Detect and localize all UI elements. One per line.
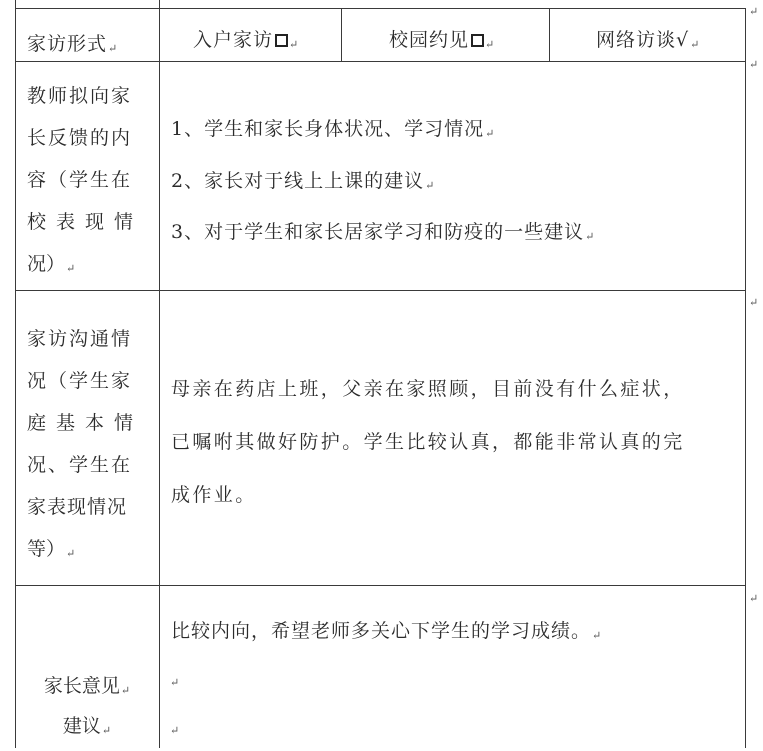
row-divider-3 [15,585,746,586]
checkbox-unchecked-campus [471,34,484,47]
check-mark-icon: √ [676,29,690,51]
feedback-item-1: 1、学生和家长身体状况、学习情况↵ [171,118,495,140]
parent-opinion-text: 比较内向，希望老师多关心下学生的学习成绩。↵ [171,620,602,642]
row-end-mark: ↵ [749,58,759,71]
table-border-right [745,8,746,748]
communication-label-line: 等）↵ [27,538,76,560]
visit-option-online: 网络访谈√↵ [596,29,700,51]
feedback-label-line: 容（学生在 [27,169,133,191]
communication-label-line: 家表现情况 [27,496,128,518]
option-divider-2 [549,8,550,61]
communication-label-line: 况（学生家 [27,370,133,392]
table-border-left [15,0,16,748]
feedback-label-line: 校表现情 [27,211,144,233]
parent-opinion-label [22,666,152,746]
communication-text-line-1: 母亲在药店上班，父亲在家照顾，目前没有什么症状， [171,378,685,400]
empty-paragraph-mark: ↵ [170,724,180,737]
row-end-mark: ↵ [749,296,759,309]
visit-option-campus: 校园约见 ↵ [389,29,495,51]
communication-text-line-2: 已嘱咐其做好防护。学生比较认真，都能非常认真的完 [171,431,685,453]
communication-label-line: 庭基本情 [27,412,144,434]
table-border-top [15,8,746,9]
feedback-label-line: 长反馈的内 [27,127,133,149]
checkbox-unchecked-home [275,34,288,47]
label-column-divider [159,0,160,748]
empty-paragraph-mark: ↵ [170,676,180,689]
option-divider-1 [341,8,342,61]
visit-form-label: 家访形式↵ [27,33,118,55]
row-divider-1 [15,61,746,62]
communication-label [27,318,150,570]
communication-label-line: 况、学生在 [27,454,133,476]
visit-option-home: 入户家访 ↵ [193,29,299,51]
feedback-label [27,75,150,285]
feedback-item-3: 3、对于学生和家长居家学习和防疫的一些建议↵ [171,221,595,243]
communication-label-line: 家访沟通情 [27,328,133,350]
row-divider-2 [15,290,746,291]
parent-opinion-label-line: 家长意见↵ [43,675,131,697]
row-end-mark: ↵ [749,5,759,18]
feedback-label-line: 教师拟向家 [27,85,133,107]
row-end-mark: ↵ [749,592,759,605]
communication-text-line-3: 成作业。 [171,484,257,506]
parent-opinion-label-line: 建议↵ [62,715,112,737]
feedback-item-2: 2、家长对于线上上课的建议↵ [171,170,435,192]
feedback-label-line: 况）↵ [27,253,76,275]
